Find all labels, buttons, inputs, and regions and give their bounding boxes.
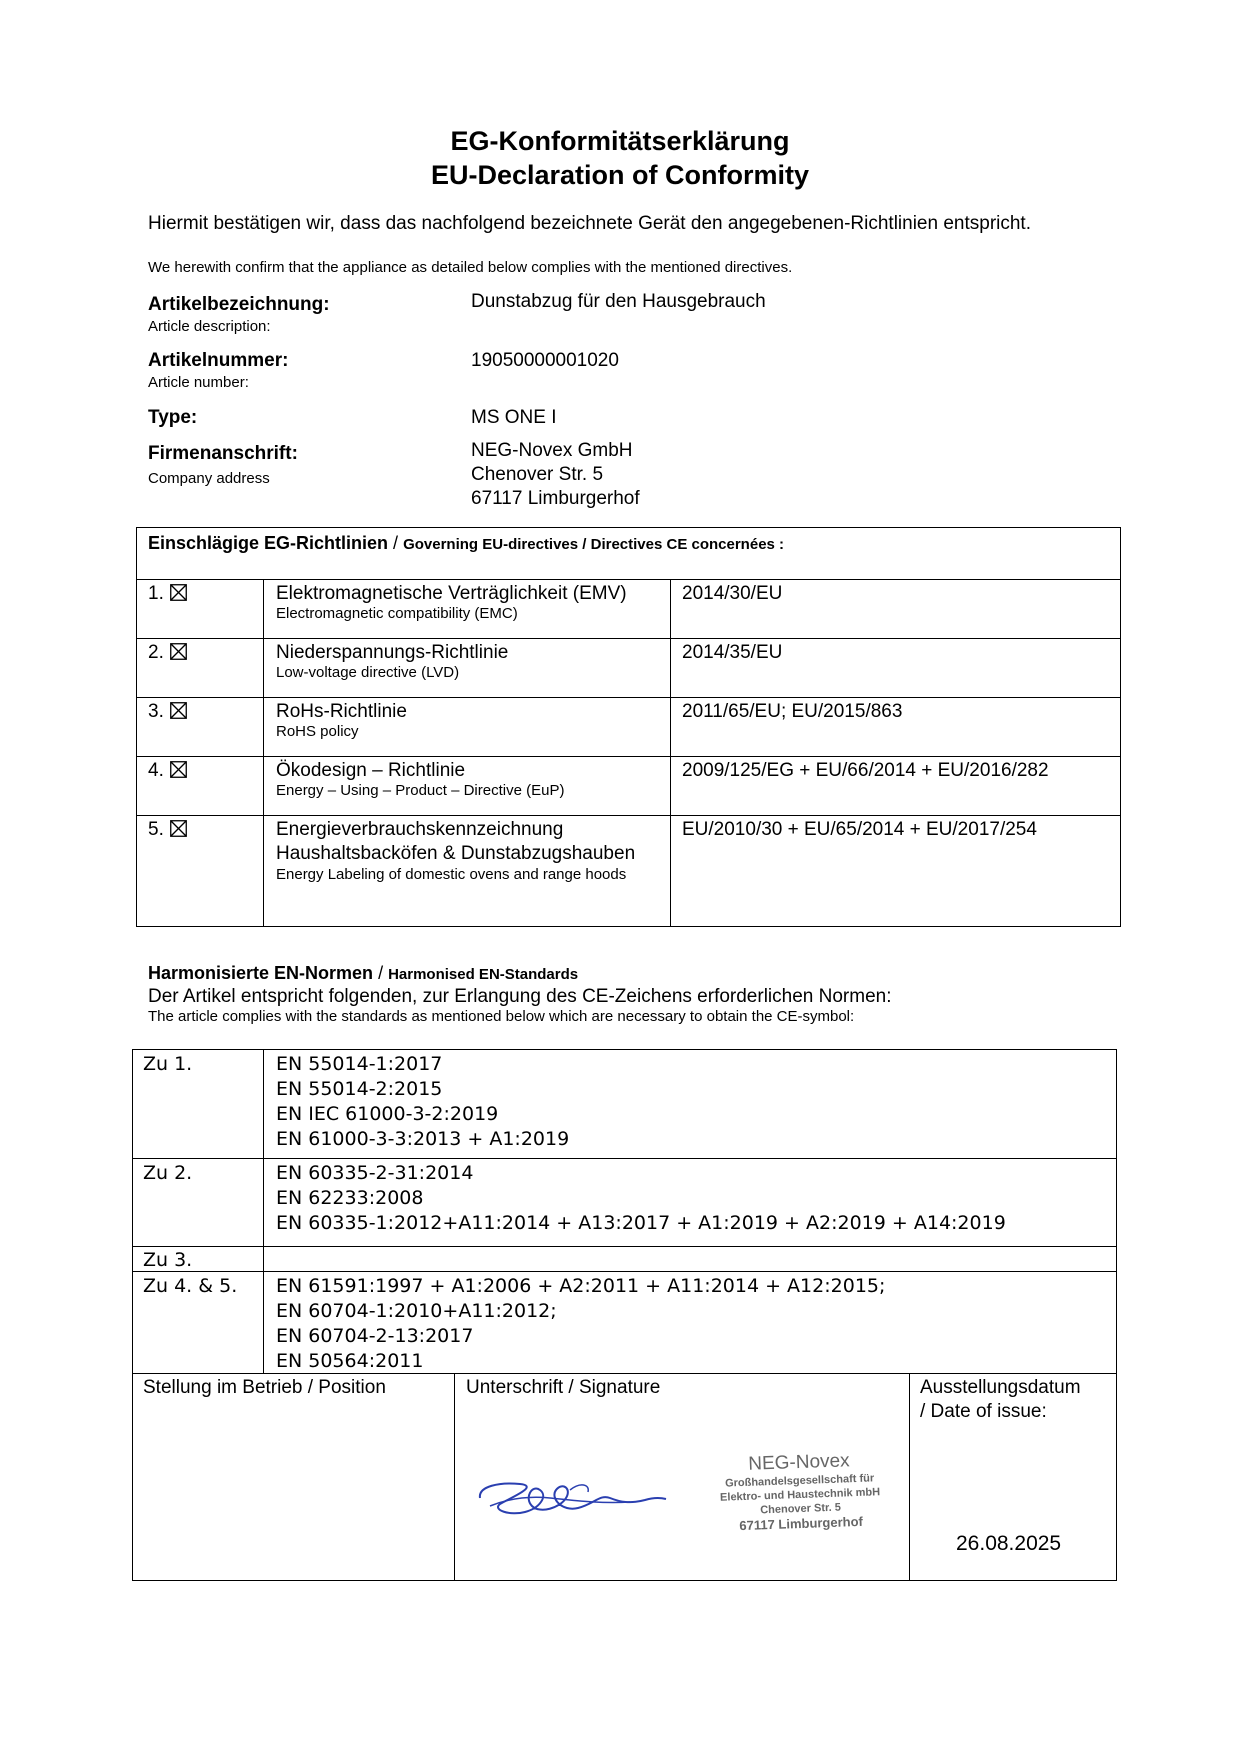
- directive-ref-5: EU/2010/30 + EU/65/2014 + EU/2017/254: [682, 819, 1037, 840]
- signature-label: Unterschrift / Signature: [466, 1377, 661, 1398]
- stamp-line2: Großhandelsgesellschaft für: [724, 1472, 875, 1490]
- directive-ref-1: 2014/30/EU: [682, 583, 783, 604]
- directive-ref-4: 2009/125/EG + EU/66/2014 + EU/2016/282: [682, 760, 1049, 781]
- checked-box-icon: [170, 761, 187, 778]
- title-de: EG-Konformitätserklärung: [450, 126, 790, 156]
- standards-header-en: Harmonised EN-Standards: [388, 966, 579, 983]
- standard-label-4: Zu 4. & 5.: [143, 1275, 238, 1297]
- directive-num-text: 1.: [148, 583, 164, 604]
- position-label: Stellung im Betrieb / Position: [143, 1377, 386, 1398]
- standards-header-sep: /: [373, 963, 389, 983]
- standard-label-2: Zu 2.: [143, 1162, 193, 1184]
- checked-box-icon: [170, 702, 187, 719]
- intro-de: Hiermit bestätigen wir, dass das nachfolgend bezeichnete Gerät den angegebenen-Richtlinien entspricht.: [148, 213, 1031, 234]
- date-label-line1: Ausstellungsdatum: [920, 1377, 1081, 1398]
- directive-de-1: [276, 582, 627, 623]
- directive-num-1: [148, 582, 187, 605]
- standard-line: EN 55014-2:2015: [276, 1078, 443, 1100]
- stamp-line5: 67117 Limburgerhof: [739, 1513, 864, 1534]
- company-stamp: [689, 1448, 912, 1536]
- company-line2: Chenover Str. 5: [471, 464, 604, 485]
- directive-ref-3: 2011/65/EU; EU/2015/863: [682, 701, 903, 722]
- checked-box-icon: [170, 643, 187, 660]
- checked-box-icon: [170, 820, 187, 837]
- intro-en: We herewith confirm that the appliance as detailed below complies with the mentioned directives.: [148, 259, 793, 276]
- standard-line: EN 60704-2-13:2017: [276, 1325, 474, 1347]
- directive-de-3: [276, 700, 407, 741]
- standard-line: EN 60335-2-31:2014: [276, 1162, 474, 1184]
- standard-line: EN 55014-1:2017: [276, 1053, 443, 1075]
- directives-header-de: Einschlägige EG-Richtlinien: [148, 533, 389, 553]
- company-line3: 67117 Limburgerhof: [471, 488, 640, 509]
- standard-label-1: Zu 1.: [143, 1053, 193, 1075]
- directive-en-text: RoHS policy: [276, 723, 359, 740]
- date-label-line2: / Date of issue:: [920, 1401, 1047, 1422]
- article-num-value: 19050000001020: [471, 350, 619, 371]
- standard-line: EN 61000-3-3:2013 + A1:2019: [276, 1128, 570, 1150]
- directive-de-4: [276, 759, 564, 800]
- directive-num-text: 4.: [148, 760, 164, 781]
- standards-intro-de: Der Artikel entspricht folgenden, zur Erlangung des CE-Zeichens erforderlichen Normen:: [148, 986, 892, 1007]
- standard-lines-4: [276, 1274, 885, 1374]
- standard-label-3: Zu 3.: [143, 1249, 193, 1271]
- standard-line: EN 61591:1997 + A1:2006 + A2:2011 + A11:2014 + A12:2015;: [276, 1275, 886, 1297]
- article-desc-sub: Article description:: [148, 318, 271, 335]
- standards-header-de: Harmonisierte EN-Normen: [148, 963, 374, 983]
- directives-header-en: Governing EU-directives / Directives CE concernées :: [403, 536, 785, 553]
- directives-header: [148, 533, 784, 554]
- type-value: MS ONE I: [471, 407, 557, 428]
- directive-de-text: Elektromagnetische Verträglichkeit (EMV): [276, 583, 627, 604]
- directive-num-2: [148, 641, 187, 664]
- directive-num-text: 2.: [148, 642, 164, 663]
- stamp-line4: Chenover Str. 5: [760, 1501, 842, 1517]
- directive-num-text: 3.: [148, 701, 164, 722]
- stamp-line3: Elektro- und Haustechnik mbH: [719, 1486, 881, 1504]
- article-num-label: Artikelnummer:: [148, 350, 289, 371]
- standard-line: EN 60704-1:2010+A11:2012;: [276, 1300, 557, 1322]
- handwritten-signature: [470, 1468, 670, 1528]
- directive-de-text: Niederspannungs-Richtlinie: [276, 642, 509, 663]
- date-value: 26.08.2025: [956, 1532, 1062, 1555]
- standard-lines-2: [276, 1161, 1006, 1236]
- standards-header: [148, 963, 578, 984]
- directive-de-5: [276, 818, 661, 884]
- article-num-sub: Article number:: [148, 374, 249, 391]
- directive-ref-2: 2014/35/EU: [682, 642, 783, 663]
- directives-header-sep: /: [388, 533, 404, 553]
- company-sub: Company address: [148, 470, 270, 487]
- directive-num-5: [148, 818, 187, 841]
- company-address: [471, 439, 640, 511]
- directive-de-text: Ökodesign – Richtlinie: [276, 760, 466, 781]
- article-desc-label: Artikelbezeichnung:: [148, 294, 330, 315]
- standard-lines-1: [276, 1052, 569, 1152]
- directive-num-3: [148, 700, 187, 723]
- directive-en-text: Electromagnetic compatibility (EMC): [276, 605, 518, 622]
- date-label: [920, 1376, 1081, 1424]
- directive-en-text: Energy Labeling of domestic ovens and range hoods: [276, 866, 627, 883]
- company-label: Firmenanschrift:: [148, 443, 298, 464]
- checked-box-icon: [170, 584, 187, 601]
- directive-en-text: Low-voltage directive (LVD): [276, 664, 460, 681]
- directive-de-text: Energieverbrauchskennzeichnung Haushaltsbacköfen & Dunstabzugshauben: [276, 819, 636, 864]
- directive-num-4: [148, 759, 187, 782]
- type-label: Type:: [148, 407, 198, 428]
- standard-line: EN 50564:2011: [276, 1350, 424, 1372]
- title-en: EU-Declaration of Conformity: [430, 160, 810, 190]
- stamp-line1: NEG-Novex: [747, 1450, 850, 1475]
- standard-line: EN IEC 61000-3-2:2019: [276, 1103, 499, 1125]
- directive-de-2: [276, 641, 508, 682]
- directive-num-text: 5.: [148, 819, 164, 840]
- article-desc-value: Dunstabzug für den Hausgebrauch: [471, 291, 766, 312]
- standard-line: EN 62233:2008: [276, 1187, 424, 1209]
- directive-de-text: RoHs-Richtlinie: [276, 701, 407, 722]
- standards-intro-en: The article complies with the standards as mentioned below which are necessary to obtain the CE-symbol:: [148, 1008, 855, 1025]
- directive-en-text: Energy – Using – Product – Directive (EuP): [276, 782, 565, 799]
- company-line1: NEG-Novex GmbH: [471, 440, 633, 461]
- standard-line: EN 60335-1:2012+A11:2014 + A13:2017 + A1:2019 + A2:2019 + A14:2019: [276, 1212, 1006, 1234]
